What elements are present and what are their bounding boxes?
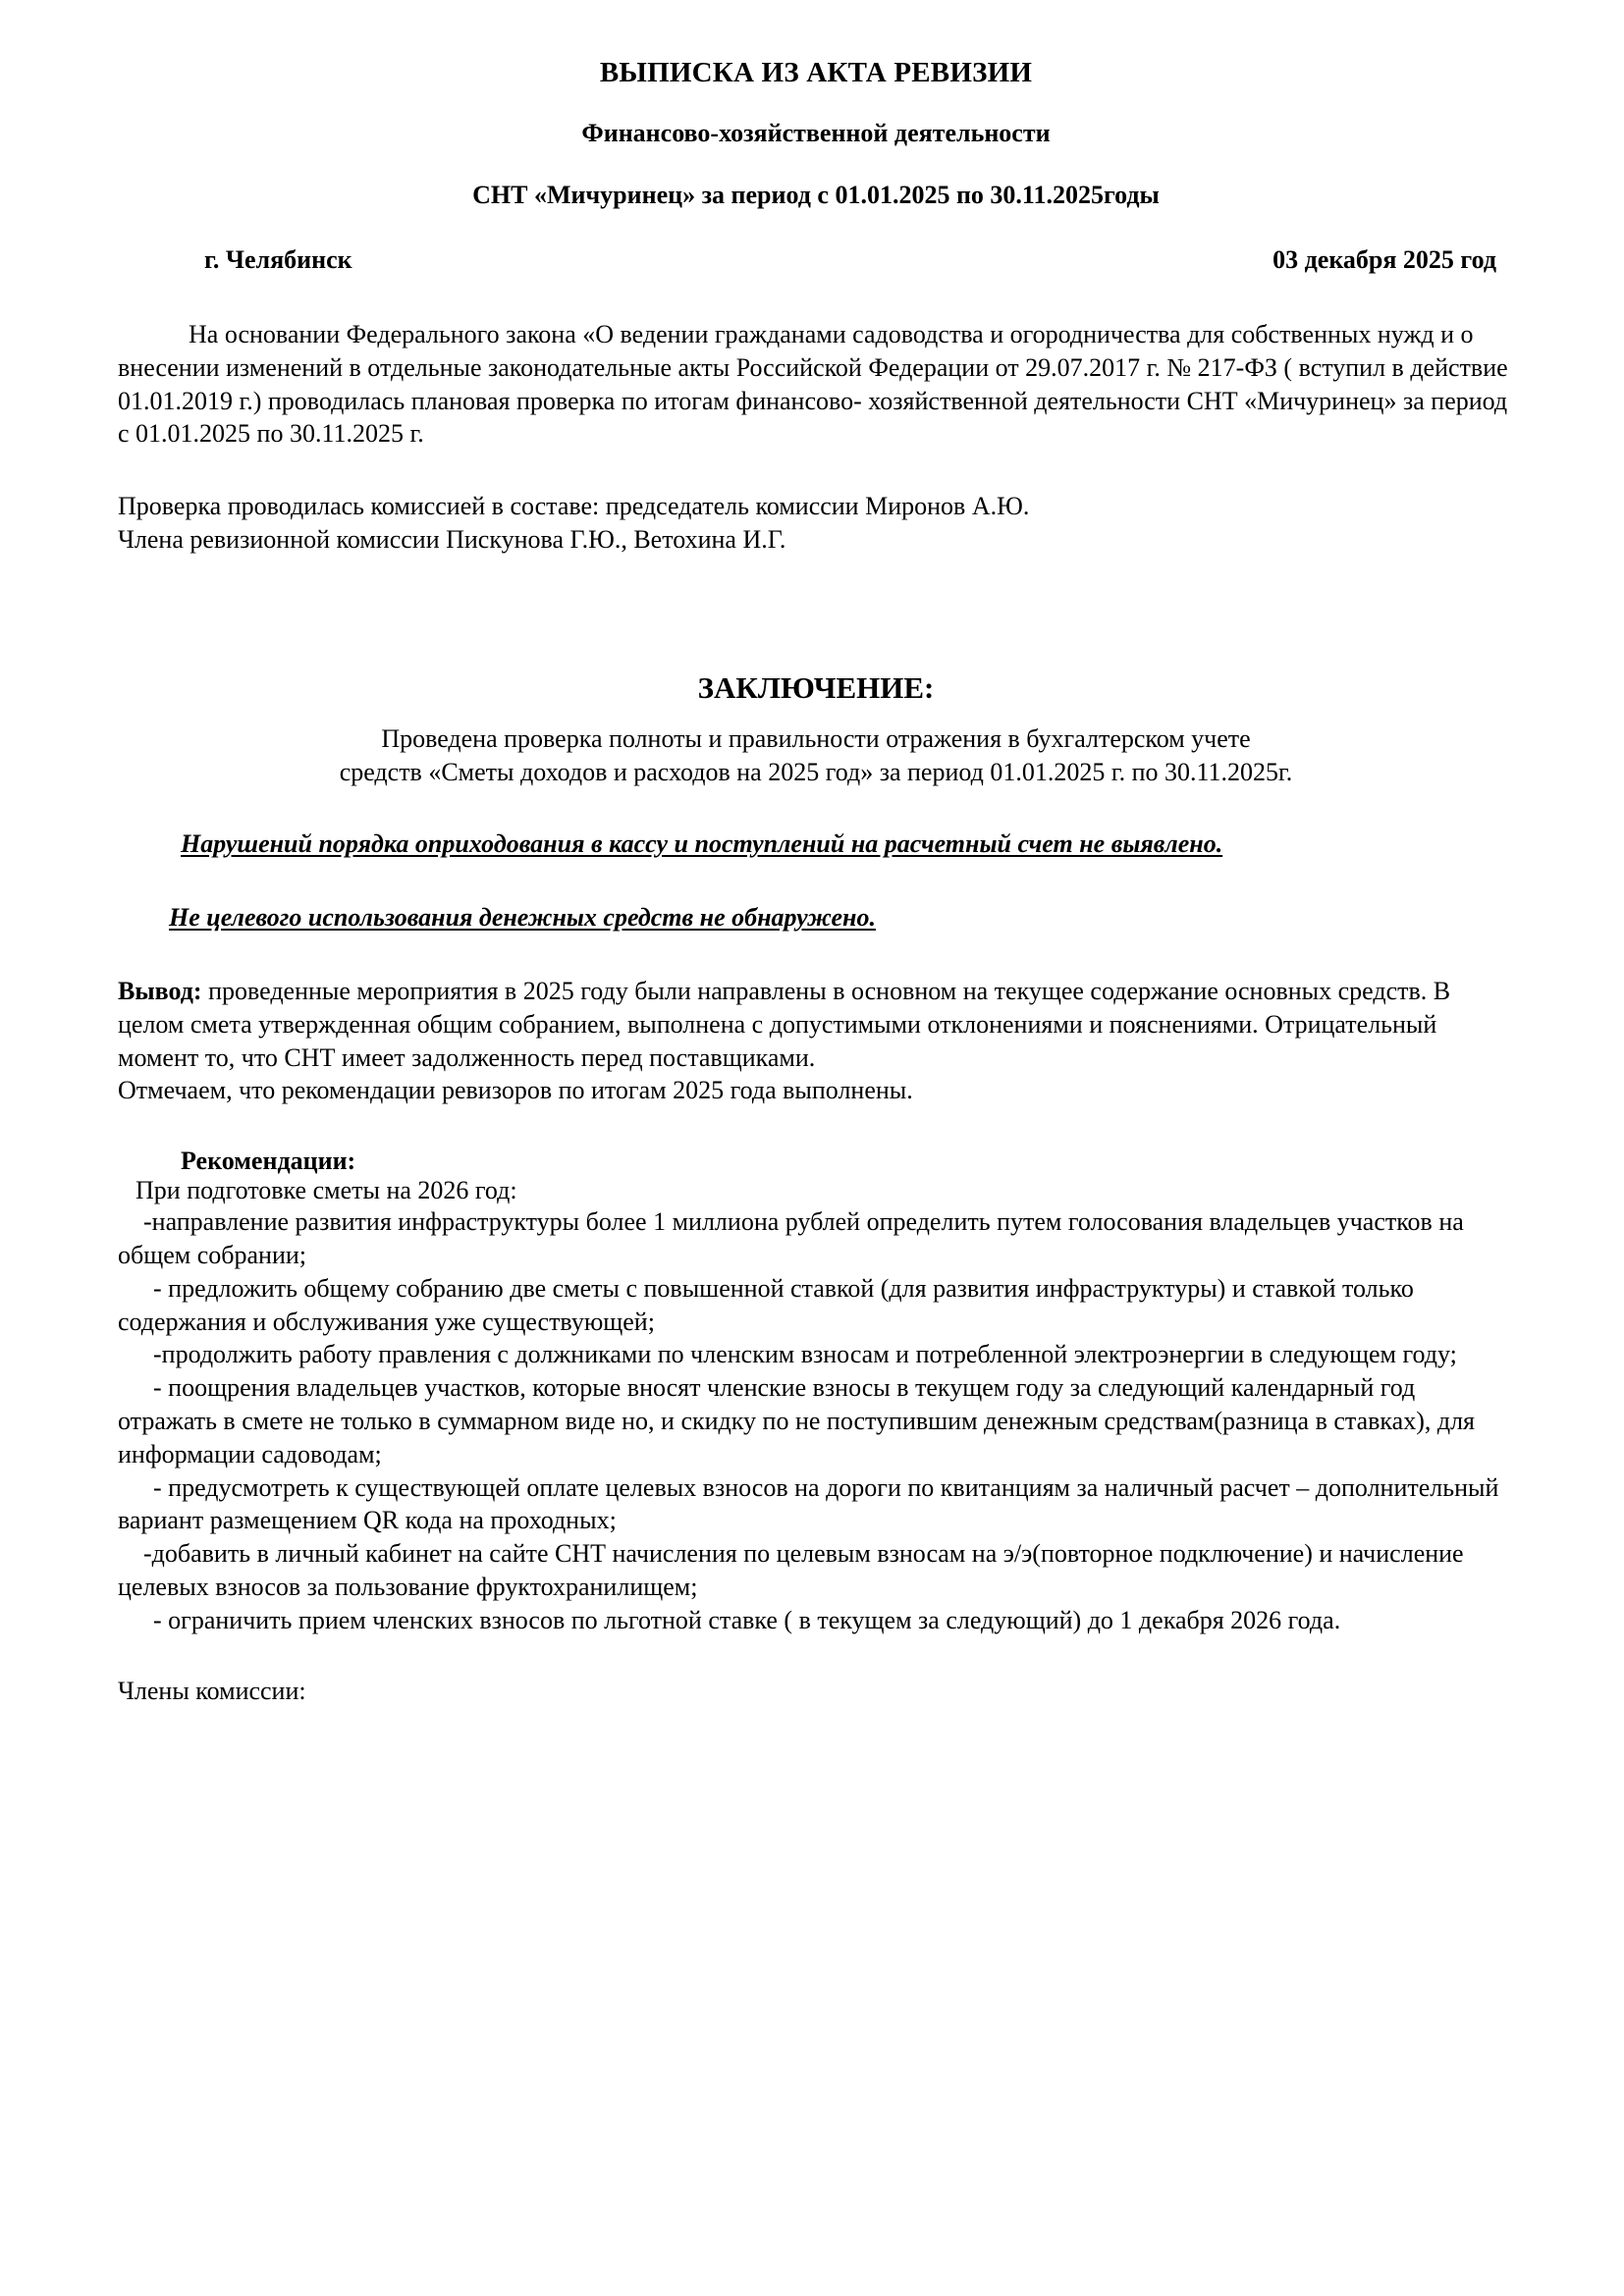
recommendation-item: -продолжить работу правления с должниками по членским взносам и потребленной электроэнергии в следующем году; xyxy=(153,1340,1457,1369)
conclusion-lead-line-2: средств «Сметы доходов и расходов на 2025 год» за период 01.01.2025 г. по 30.11.2025г. xyxy=(339,757,1293,786)
recommendation-item: -добавить в личный кабинет на сайте СНТ начисления по целевым взносам на э/э(повторное подключение) и начисление целевых взносов за пользование фруктохранилищем; xyxy=(118,1539,1464,1601)
recommendation-item: - поощрения владельцев участков, которые вносят членские взносы в текущем году за следующий календарный год отражать в смете не только в суммарном виде но, и скидку по не поступившим денежным средствам(разница в ставках), для информации садоводам; xyxy=(118,1373,1476,1468)
basis-paragraph: На основании Федерального закона «О ведении гражданами садоводства и огородничества для собственных нужд и о внесении изменений в отдельные законодательные акты Российской Федерации от 29.07.2017 г. № 217-ФЗ ( вступил в действие 01.01.2019 г.) проводилась плановая проверка по итогам финансово- хозяйственной деятельности СНТ «Мичуринец» за период с 01.01.2025 по 30.11.2025 г. xyxy=(118,320,1508,449)
conclusion-heading: ЗАКЛЮЧЕНИЕ: xyxy=(697,669,935,705)
document-title: ВЫПИСКА ИЗ АКТА РЕВИЗИИ xyxy=(599,57,1033,88)
statement-no-violations: Нарушений порядка оприходования в кассу и поступлений на расчетный счет не выявлено. xyxy=(181,829,1223,859)
document-period-heading: СНТ «Мичуринец» за период с 01.01.2025 по 30.11.2025годы xyxy=(472,181,1160,209)
title-block xyxy=(118,59,1514,208)
conclusion-note: Отмечаем, что рекомендации ревизоров по итогам 2025 года выполнены. xyxy=(118,1076,913,1105)
commission-line-2: Члена ревизионной комиссии Пискунова Г.Ю., Ветохина И.Г. xyxy=(118,524,786,554)
document-city: г. Челябинск xyxy=(204,245,352,274)
commission-line-1: Проверка проводилась комиссией в составе: председатель комиссии Миронов А.Ю. xyxy=(118,492,1030,521)
document-body xyxy=(118,59,1514,1706)
conclusion-lead-line-1: Проведена проверка полноты и правильности отражения в бухгалтерском учете xyxy=(381,723,1251,753)
recommendations-heading: Рекомендации: xyxy=(181,1147,356,1176)
verdict-paragraph xyxy=(118,975,1514,1074)
recommendation-item: - предложить общему собранию две сметы с повышенной ставкой (для развития инфраструктуры) и ставкой только содержания и обслуживания уже существующей; xyxy=(118,1273,1414,1336)
statement-no-misuse: Не целевого использования денежных средств не обнаружено. xyxy=(169,903,876,933)
verdict-text: проведенные мероприятия в 2025 году были направлены в основном на текущее содержание основных средств. В целом смета утвержденная общим собранием, выполнена с допустимыми отклонениями и пояснениями. Отрицательный момент то, что СНТ имеет задолженность перед поставщиками. xyxy=(118,977,1451,1072)
spacer-before-conclusion xyxy=(118,557,1514,672)
commission-members-label: Члены комиссии: xyxy=(118,1676,306,1705)
recommendation-item: - предусмотреть к существующей оплате целевых взносов на дороги по квитанциям за наличный расчет – дополнительный вариант размещением QR кода на проходных; xyxy=(118,1472,1499,1535)
recommendation-item: -направление развития инфраструктуры более 1 миллиона рублей определить путем голосования владельцев участков на общем собрании; xyxy=(118,1207,1464,1270)
document-date: 03 декабря 2025 год xyxy=(1272,245,1496,274)
meta-row xyxy=(118,245,1514,275)
verdict-label: Вывод: xyxy=(118,977,202,1006)
recommendations-lead: При подготовке сметы на 2026 год: xyxy=(135,1176,517,1205)
recommendation-item: - ограничить прием членских взносов по льготной ставке ( в текущем за следующий) до 1 декабря 2026 года. xyxy=(153,1605,1341,1634)
document-subtitle: Финансово-хозяйственной деятельности xyxy=(581,119,1051,147)
